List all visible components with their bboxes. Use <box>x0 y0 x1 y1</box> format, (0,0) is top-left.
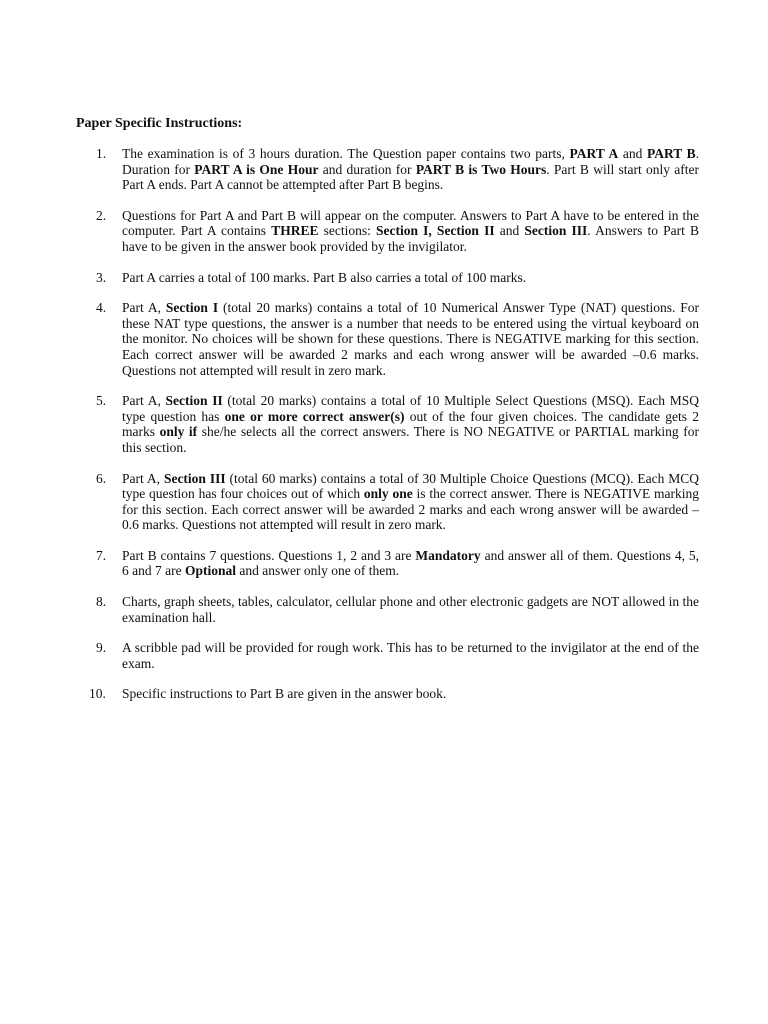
instruction-text-run: Part A, <box>122 393 166 409</box>
instruction-item <box>76 686 699 702</box>
instruction-text-run: and duration for <box>318 161 416 177</box>
instruction-number: 7. <box>96 547 107 563</box>
instruction-text <box>122 548 699 579</box>
instructions-list <box>76 146 699 717</box>
instruction-text-run: and <box>618 146 647 161</box>
instruction-text-run: The examination is of 3 hours duration. The Question paper contains two parts, <box>122 146 570 161</box>
instruction-emphasis: PART B is Two Hours <box>415 161 547 177</box>
instruction-text-run: Part A, <box>122 300 166 316</box>
instruction-emphasis: Section I, Section II <box>376 223 495 239</box>
instruction-emphasis: only if <box>159 424 198 440</box>
instruction-emphasis: PART B <box>646 146 696 161</box>
instruction-item <box>76 270 699 286</box>
instruction-text-run: (total 60 marks) contains a total of 30 Multiple Choice Questions (MCQ). Each MCQ type question has four choices out of which <box>122 470 700 502</box>
instruction-emphasis: PART A <box>569 146 619 161</box>
instruction-number: 5. <box>96 393 107 409</box>
instruction-text-run: . Duration for <box>122 146 699 177</box>
instruction-text <box>122 300 699 377</box>
instruction-number: 2. <box>96 207 107 223</box>
instruction-number: 10. <box>89 686 106 702</box>
instruction-text <box>122 146 699 192</box>
instructions-heading: Paper Specific Instructions: <box>76 116 243 131</box>
instruction-text-run: Questions for Part A and Part B will appear on the computer. Answers to Part A have to be entered in the computer. Part A contains <box>122 207 699 239</box>
instruction-text <box>122 393 699 455</box>
instruction-text-run: . Answers to Part B have to be given in the answer book provided by the invigilator. <box>122 223 700 254</box>
instruction-text-run: (total 20 marks) contains a total of 10 Numerical Answer Type (NAT) questions. For these NAT type questions, the answer is a number that needs to be entered using the virtual keyboard on the monitor. No choices will be shown for these questions. There is NEGATIVE marking for this section. Each correct answer will be awarded 2 marks and each wrong answer will be awarded –0.6 marks. Questions not attempted will result in zero mark. <box>122 300 699 378</box>
instruction-number: 4. <box>96 300 107 316</box>
instruction-text-run: Part A carries a total of 100 marks. Part B also carries a total of 100 marks. <box>122 269 527 285</box>
instruction-text-run: and <box>494 223 525 239</box>
instruction-text-run: Charts, graph sheets, tables, calculator, cellular phone and other electronic gadgets are NOT allowed in the examination hall. <box>122 594 699 625</box>
instruction-emphasis: Section I <box>165 300 219 316</box>
instruction-emphasis: one or more correct answer(s) <box>224 408 405 424</box>
instruction-item <box>76 548 699 579</box>
instruction-text-run: Part B contains 7 questions. Questions 1, 2 and 3 are <box>122 547 416 563</box>
instruction-text-run: and answer only one of them. <box>236 563 400 579</box>
instruction-text-run: Part A, <box>122 470 164 486</box>
instruction-text-run: Specific instructions to Part B are given in the answer book. <box>122 686 447 702</box>
instruction-emphasis: Mandatory <box>415 547 481 563</box>
instruction-emphasis: THREE <box>271 223 319 239</box>
instruction-emphasis: Section III <box>163 470 226 486</box>
instruction-emphasis: only one <box>363 486 413 502</box>
instruction-number: 3. <box>96 269 107 285</box>
instruction-item <box>76 208 699 255</box>
instruction-text <box>122 270 526 285</box>
instruction-item <box>76 594 699 625</box>
instruction-number: 8. <box>96 594 107 610</box>
instruction-emphasis: Section II <box>165 393 223 409</box>
instruction-emphasis: Section III <box>524 223 588 239</box>
instruction-text <box>122 686 446 701</box>
instruction-emphasis: PART A is One Hour <box>194 161 319 177</box>
instruction-emphasis: Optional <box>184 563 236 579</box>
instruction-number: 1. <box>96 146 107 161</box>
instruction-text-run: and answer all of them. Questions 4, 5, 6 and 7 are <box>122 547 699 579</box>
instruction-item <box>76 146 699 193</box>
instruction-item <box>76 471 699 533</box>
instruction-text-run: A scribble pad will be provided for rough work. This has to be returned to the invigilator at the end of the exam. <box>122 640 699 671</box>
instruction-text <box>122 208 699 254</box>
instruction-text-run: out of the four given choices. The candidate gets 2 marks <box>122 408 699 440</box>
instruction-text-run: . Part B will start only after Part A ends. Part A cannot be attempted after Part B begins. <box>122 161 699 193</box>
instruction-text <box>122 471 699 533</box>
instruction-text <box>122 640 699 671</box>
instruction-number: 9. <box>96 640 107 656</box>
instruction-item <box>76 300 699 378</box>
instruction-text-run: sections: <box>318 223 377 239</box>
instruction-text-run: (total 20 marks) contains a total of 10 Multiple Select Questions (MSQ). Each MSQ type question has <box>122 393 699 424</box>
instruction-text <box>122 594 699 625</box>
instruction-text-run: she/he selects all the correct answers. There is NO NEGATIVE or PARTIAL marking for this section. <box>122 424 699 455</box>
instruction-item <box>76 393 699 455</box>
instruction-text-run: is the correct answer. There is NEGATIVE marking for this section. Each correct answer will be awarded 2 marks and each wrong answer will be awarded –0.6 marks. Questions not attempted will result in zero mark. <box>122 486 700 533</box>
instruction-item <box>76 640 699 671</box>
instruction-number: 6. <box>96 470 107 486</box>
